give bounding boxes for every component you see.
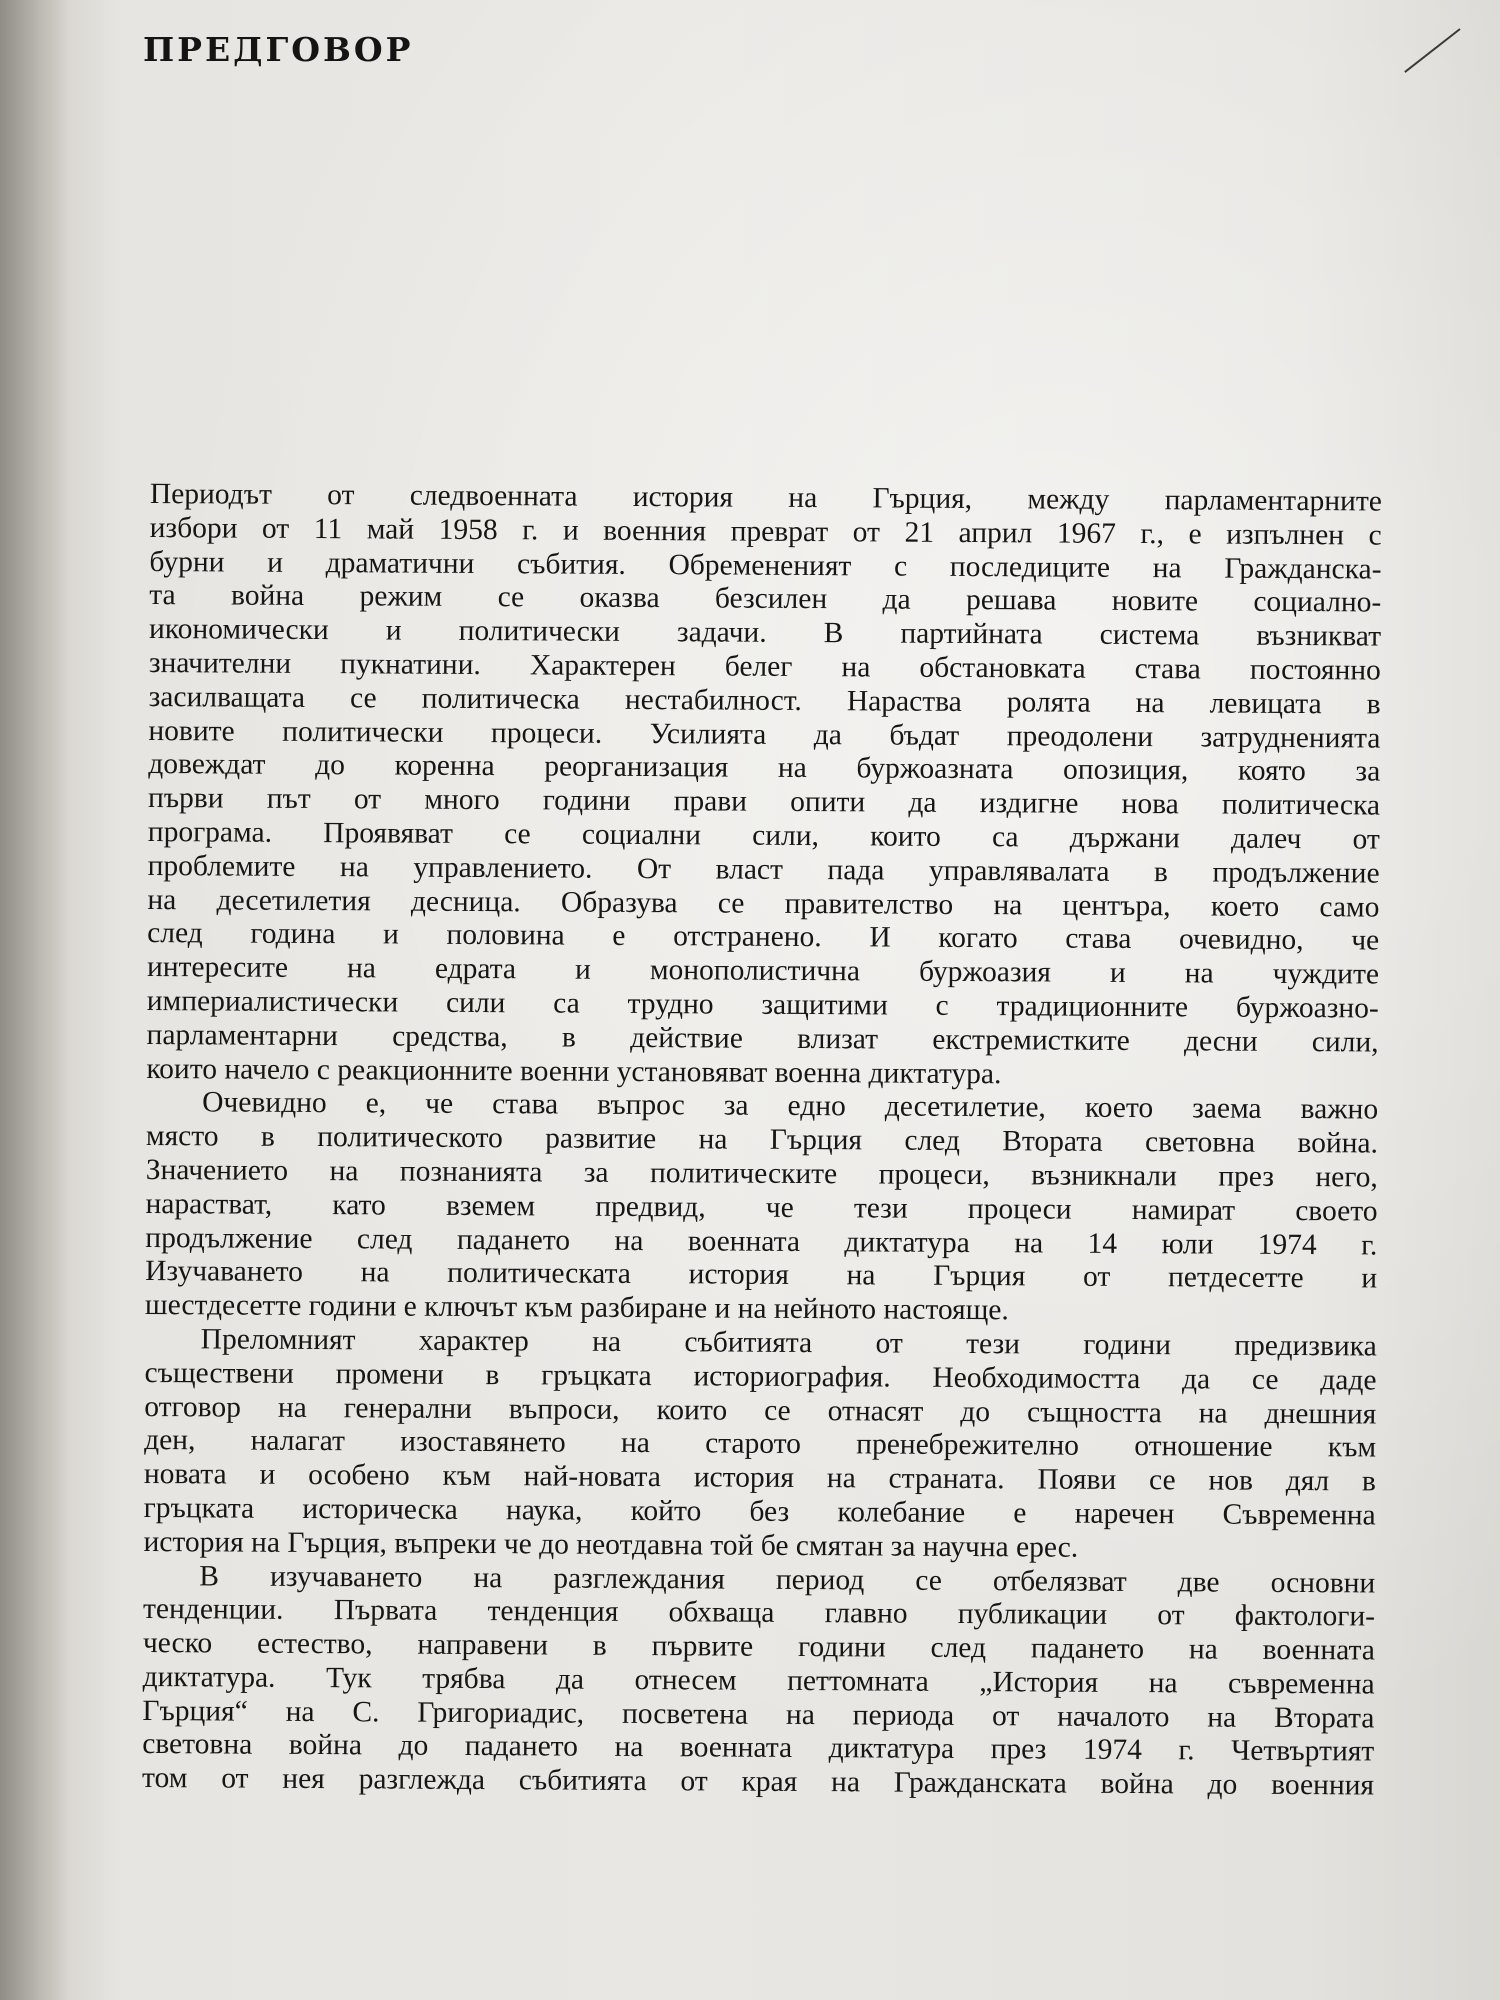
text-line: на десетилетия десница. Образува се правителство на центъра, което само <box>147 883 1380 924</box>
text-line: тенденции. Първата тенденция обхваща главно публикации от фактологи- <box>142 1593 1376 1633</box>
paragraph-2 <box>145 1086 1378 1330</box>
text-line: които начело с реакционните военни установяват военна диктатура. <box>146 1052 1002 1090</box>
text-line: избори от 11 май 1958 г. и военния преврат от 21 април 1967 г., е изпълнен с <box>149 511 1382 552</box>
text-line: новата и особено към най-новата история на страната. Появи се нов дял в <box>143 1458 1376 1498</box>
text-line: новите политически процеси. Усилията да бъдат преодолени затрудненията <box>148 714 1381 755</box>
text-line: история на Гърция, въпреки че до неотдавна той бе смятан за научна ерес. <box>143 1525 1079 1564</box>
text-line: Очевидно е, че става въпрос за едно десетилетие, което заема важно <box>202 1086 1379 1126</box>
text-line: ческо естество, направени в първите години след падането на военната <box>142 1627 1375 1667</box>
text-line: програма. Проявяват се социални сили, които са държани далеч от <box>147 815 1380 856</box>
text-line: том от нея разглежда събитията от края на Гражданската война до военния <box>141 1762 1375 1802</box>
text-line: значителни пукнатини. Характерен белег на обстановката става постоянно <box>148 646 1381 687</box>
body-text <box>142 478 1382 1804</box>
text-line: В изучаването на разглеждания период се отбелязват две основни <box>199 1559 1376 1600</box>
text-line: бурни и драматични събития. Обремененият с последиците на Гражданска- <box>149 545 1382 586</box>
text-line: световна война до падането на военната диктатура през 1974 г. Четвъртият <box>142 1728 1375 1768</box>
text-line: парламентарни средства, в действие влизат екстремистките десни сили, <box>146 1018 1379 1059</box>
text-line: нарастват, като вземем предвид, че тези процеси намират своето <box>145 1187 1378 1228</box>
text-line: след година и половина е отстранено. И когато става очевидно, че <box>147 917 1380 957</box>
text-line: проблемите на управлението. От власт пада управлявалата в продължение <box>147 849 1380 890</box>
text-line: Преломният характер на събитията от тези години предизвика <box>200 1323 1377 1363</box>
page-heading: ПРЕДГОВОР <box>143 30 414 69</box>
text-line: засилващата се политическа нестабилност. Нараства ролята на левицата в <box>148 680 1381 721</box>
text-line: продължение след падането на военната диктатура на 14 юли 1974 г. <box>145 1221 1378 1262</box>
text-line: икономически и политически задачи. В партийната система възникват <box>148 613 1382 653</box>
text-line: империалистически сили са трудно защитими с традиционните буржоазно- <box>146 984 1379 1025</box>
paragraph-4 <box>142 1559 1375 1803</box>
text-line: гръцката историческа наука, който без колебание е наречен Съвременна <box>143 1491 1376 1532</box>
binding-shadow <box>0 0 70 2000</box>
text-line: довеждат до коренна реорганизация на буржоазната опозиция, която за <box>148 748 1381 788</box>
text-line: Изучаването на политическата история на Гърция от петдесетте и <box>145 1255 1378 1295</box>
text-line: та война режим се оказва безсилен да решава новите социално- <box>149 579 1382 619</box>
paragraph-1 <box>146 478 1382 1094</box>
paragraph-3 <box>143 1323 1376 1567</box>
text-line: диктатура. Тук трябва да отнесем петтомната „История на съвременна <box>142 1660 1375 1701</box>
text-line: интересите на едрата и монополистична буржоазия и на чуждите <box>146 951 1380 991</box>
text-line: ден, налагат изоставянето на старото пренебрежително отношение към <box>144 1424 1377 1464</box>
text-line: отговор на генерални въпроси, които се отнасят до същността на днешния <box>144 1390 1377 1431</box>
text-line: шестдесетте години е ключът към разбиране и на нейното настояще. <box>144 1289 1009 1327</box>
text-line: Периодът от следвоенната история на Гърция, между парламентарните <box>149 478 1382 518</box>
text-line: Значението на познанията за политическите процеси, възникнали през него, <box>145 1153 1378 1194</box>
text-line: съществени промени в гръцката историография. Необходимостта да се даде <box>144 1356 1377 1397</box>
text-line: място в политическото развитие на Гърция след Втората световна война. <box>145 1120 1379 1160</box>
text-line: първи път от много години прави опити да издигне нова политическа <box>147 782 1381 822</box>
text-line: Гърция“ на С. Григориадис, посветена на периода от началото на Втората <box>142 1694 1375 1735</box>
pen-mark <box>1404 28 1460 73</box>
